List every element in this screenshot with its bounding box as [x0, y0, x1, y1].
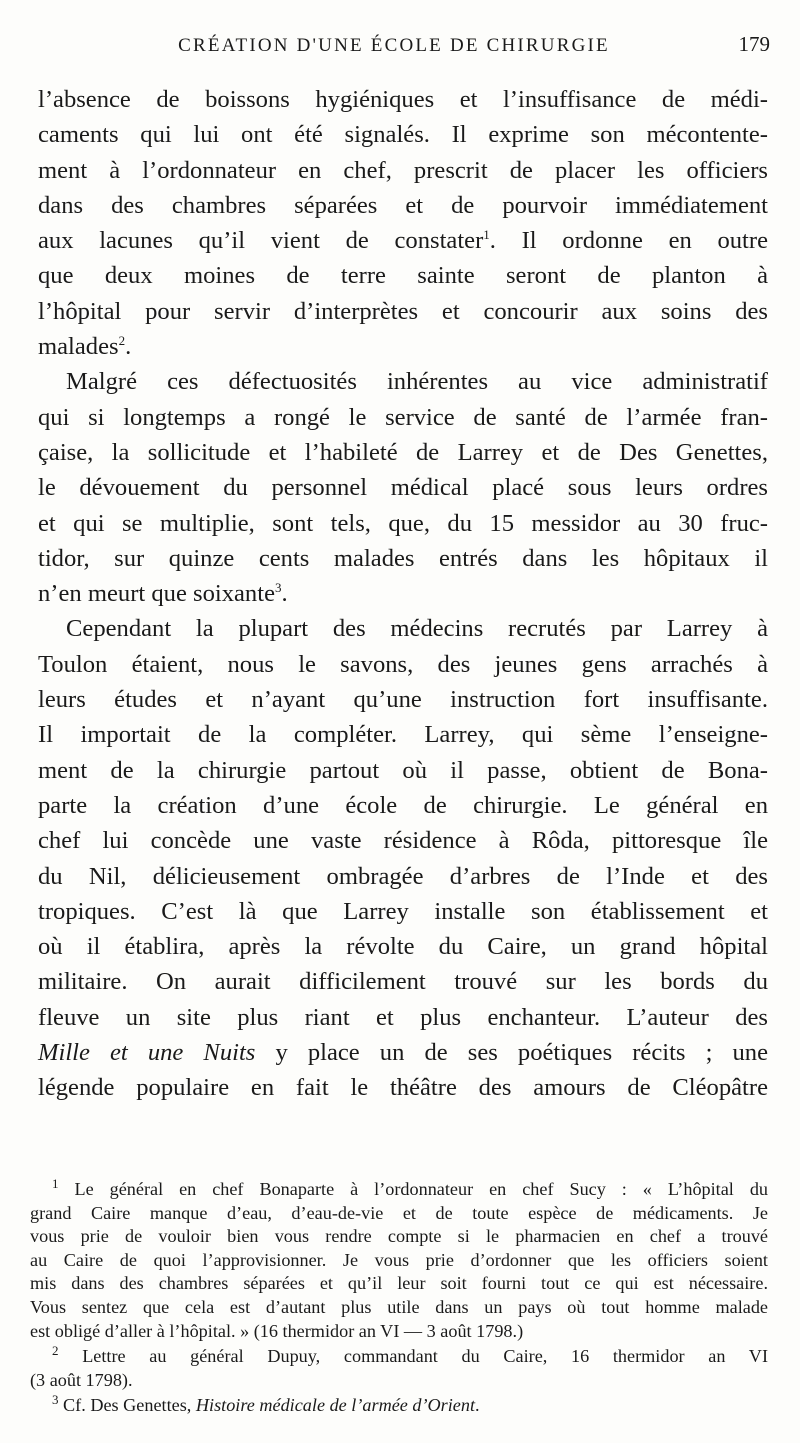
text-line: caments qui lui ont été signalés. Il exprime son mécontente-	[38, 121, 768, 149]
text-line: tropiques. C’est là que Larrey installe son établissement et	[38, 897, 768, 925]
text-line: que deux moines de terre sainte seront de planton à	[38, 262, 768, 290]
footnotes	[30, 1175, 769, 1418]
running-title: CRÉATION D'UNE ÉCOLE DE CHIRURGIE	[178, 35, 610, 56]
footnote-3	[30, 1394, 768, 1418]
text-line: Malgré ces défectuosités inhérentes au vice administratif	[66, 368, 768, 396]
page-number: 179	[738, 32, 770, 56]
text-line: militaire. On aurait difficilement trouvé sur les bords du	[38, 968, 768, 996]
text-line: du Nil, délicieusement ombragée d’arbres de l’Inde et des	[38, 862, 768, 890]
text-span: Cf. Des Genettes,	[63, 1395, 196, 1416]
footnote-mark: 1	[52, 1175, 59, 1191]
body-text	[38, 82, 768, 1106]
footnote-2	[30, 1345, 768, 1392]
text-span: .	[281, 580, 288, 608]
footnote-mark: 2	[52, 1343, 59, 1359]
text-line: ment à l’ordonnateur en chef, prescrit de placer les officiers	[38, 156, 768, 184]
footnote-mark: 3	[52, 1392, 59, 1408]
footnote-line	[30, 1394, 768, 1418]
text-line: fleuve un site plus riant et plus enchanteur. L’auteur des	[38, 1003, 768, 1031]
text-line: légende populaire en fait le théâtre des amours de Cléopâtre	[38, 1074, 768, 1102]
paragraph-2	[38, 364, 768, 611]
text-line: çaise, la sollicitude et l’habileté de Larrey et de Des Genettes,	[38, 438, 768, 466]
text-span: y place un de ses poétiques récits ; une	[255, 1039, 769, 1067]
footnote-ref-1: 1	[483, 227, 490, 242]
paragraph-1	[38, 82, 768, 364]
text-line	[38, 1035, 768, 1070]
text-line: où il établira, après la révolte du Caire, un grand hôpital	[38, 933, 768, 961]
text-line: parte la création d’une école de chirurgie. Le général en	[38, 791, 768, 819]
footnote-line: au Caire de quoi l’approvisionner. Je vous prie d’ordonner que les officiers soient	[30, 1249, 768, 1270]
text-span: . Il ordonne en outre	[489, 227, 768, 255]
footnote-line: Vous sentez que cela est d’autant plus utile dans un pays où tout homme malade	[30, 1296, 768, 1317]
text-span: .	[125, 333, 132, 361]
running-head	[38, 32, 770, 60]
text-span: malades	[38, 333, 119, 361]
italic-title: Mille et une Nuits	[38, 1039, 256, 1067]
text-line: le dévouement du personnel médical placé sous leurs ordres	[38, 474, 768, 502]
text-line: qui si longtemps a rongé le service de santé de l’armée fran-	[38, 403, 768, 431]
text-span: Lettre au général Dupuy, commandant du Caire, 16 thermidor an VI	[82, 1346, 769, 1367]
footnote-line: grand Caire manque d’eau, d’eau-de-vie et de toute espèce de médicaments. Je	[30, 1202, 768, 1223]
footnote-line: est obligé d’aller à l’hôpital. » (16 thermidor an VI — 3 août 1798.)	[30, 1320, 524, 1341]
italic-title: Histoire médicale de l’armée d’Orient	[195, 1395, 476, 1416]
text-line: l’hôpital pour servir d’interprètes et concourir aux soins des	[38, 297, 768, 325]
footnote-line	[30, 1345, 768, 1369]
footnote-ref-2: 2	[118, 332, 126, 348]
text-line: Cependant la plupart des médecins recrutés par Larrey à	[66, 615, 768, 643]
text-span: aux lacunes qu’il vient de constater	[38, 227, 484, 255]
paragraph-3	[38, 611, 768, 1105]
text-line: chef lui concède une vaste résidence à Rôda, pittoresque île	[38, 827, 768, 855]
text-line: et qui se multiplie, sont tels, que, du 15 messidor au 30 fruc-	[38, 509, 768, 537]
text-line: Toulon étaient, nous le savons, des jeunes gens arrachés à	[38, 650, 768, 678]
text-line: ment de la chirurgie partout où il passe, obtient de Bona-	[38, 756, 768, 784]
footnote-line: (3 août 1798).	[30, 1369, 133, 1390]
text-line	[38, 329, 768, 364]
text-line	[38, 223, 768, 258]
footnote-line: mis dans des chambres séparées et qu’il leur soit fourni tout ce qui est nécessaire.	[30, 1273, 768, 1294]
footnote-ref-3: 3	[274, 579, 282, 595]
text-span: Le général en chef Bonaparte à l’ordonnateur en chef Sucy : « L’hôpital du	[74, 1179, 769, 1199]
text-span: .	[475, 1395, 480, 1416]
footnote-1	[30, 1175, 769, 1343]
text-line	[38, 576, 768, 611]
text-line: leurs études et n’ayant qu’une instruction fort insuffisante.	[38, 686, 768, 714]
footnote-line: vous prie de vouloir bien vous rendre compte si le pharmacien en chef a trouvé	[30, 1226, 768, 1247]
text-line: Il importait de la compléter. Larrey, qui sème l’enseigne-	[38, 721, 768, 749]
text-line: tidor, sur quinze cents malades entrés dans les hôpitaux il	[38, 544, 768, 572]
footnote-line	[30, 1175, 769, 1202]
text-span: n’en meurt que soixante	[38, 580, 275, 608]
text-line: dans des chambres séparées et de pourvoir immédiatement	[38, 191, 768, 219]
text-line: l’absence de boissons hygiéniques et l’insuffisance de médi-	[38, 86, 768, 113]
